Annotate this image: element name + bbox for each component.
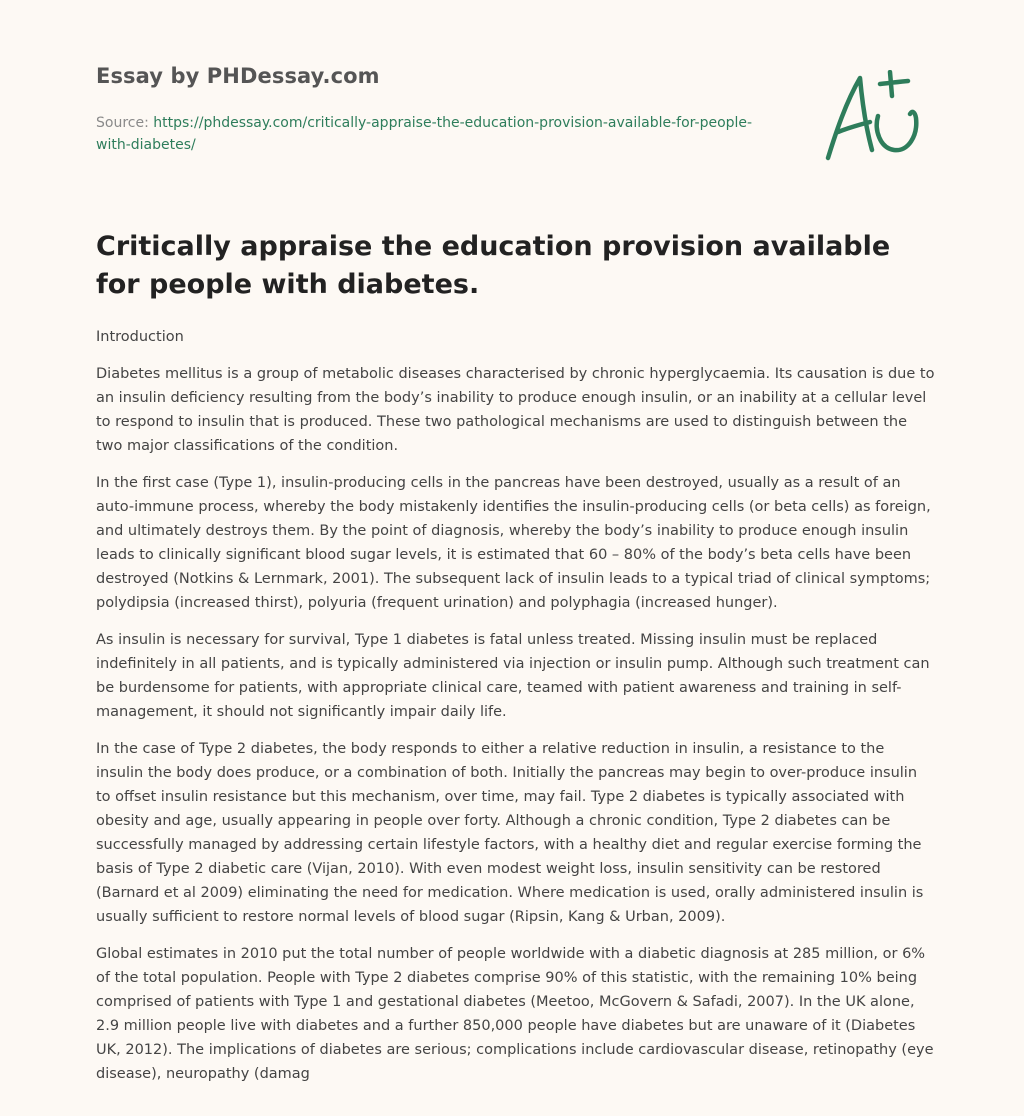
paragraph: Global estimates in 2010 put the total number of people worldwide with a diabetic diagnosis at 285 million, or 6% of the total population. People with Type 2 diabetes comprise 90% of this statistic, with the remaining 10% being comprised of patients with Type 1 and gestational diabetes (Meetoo, McGovern & Safadi, 2007). In the UK alone, 2.9 million people live with diabetes and a further 850,000 people have diabetes but are unaware of it (Diabetes UK, 2012). The implications of diabetes are serious; complications include cardiovascular disease, retinopathy (eye disease), neuropathy (damag [96, 946, 934, 1082]
a-plus-grade-icon [822, 70, 926, 162]
source-label: Source: [96, 115, 149, 131]
paragraph: In the case of Type 2 diabetes, the body responds to either a relative reduction in insulin, a resistance to the insulin the body does produce, or a combination of both. Initially the pancreas may begin to over-produce insulin to offset insulin resistance but this mechanism, over time, may fail. Type 2 diabetes is typically associated with obesity and age, usually appearing in people over forty. Although a chronic condition, Type 2 diabetes can be successfully managed by addressing certain lifestyle factors, with a healthy diet and regular exercise forming the basis of Type 2 diabetic care (Vijan, 2010). With even modest weight loss, insulin sensitivity can be restored (Barnard et al 2009) eliminating the need for medication. Where medication is used, orally administered insulin is usually sufficient to restore normal levels of blood sugar (Ripsin, Kang & Urban, 2009). [96, 741, 924, 925]
paragraph: As insulin is necessary for survival, Type 1 diabetes is fatal unless treated. Missing insulin must be replaced indefinitely in all patients, and is typically administered via injection or insulin pump. Although such treatment can be burdensome for patients, with appropriate clinical care, teamed with patient awareness and training in self-management, it should not significantly impair daily life. [96, 632, 930, 720]
paragraph: In the first case (Type 1), insulin-producing cells in the pancreas have been destroyed, usually as a result of an auto-immune process, whereby the body mistakenly identifies the insulin-producing cells (or beta cells) as foreign, and ultimately destroys them. By the point of diagnosis, whereby the body’s inability to produce enough insulin leads to clinically significant blood sugar levels, it is estimated that 60 – 80% of the body’s beta cells have been destroyed (Notkins & Lernmark, 2001). The subsequent lack of insulin leads to a typical triad of clinical symptoms; polydipsia (increased thirst), polyuria (frequent urination) and polyphagia (increased hunger). [96, 475, 931, 611]
paragraph: Diabetes mellitus is a group of metabolic diseases characterised by chronic hyperglycaemia. Its causation is due to an insulin deficiency resulting from the body’s inability to produce enough insulin, or an inability at a cellular level to respond to insulin that is produced. These two pathological mechanisms are used to distinguish between the two major classifications of the condition. [96, 366, 935, 454]
source-link[interactable]: https://phdessay.com/critically-appraise-the-education-provision-available-for-people-with-diabetes/ [96, 115, 753, 153]
site-brand: Essay by PHDessay.com [96, 64, 380, 88]
article-title: Critically appraise the education provision available for people with diabetes. [96, 231, 891, 300]
article-body [96, 325, 936, 1099]
source-line [96, 112, 776, 156]
section-heading: Introduction [96, 329, 184, 345]
